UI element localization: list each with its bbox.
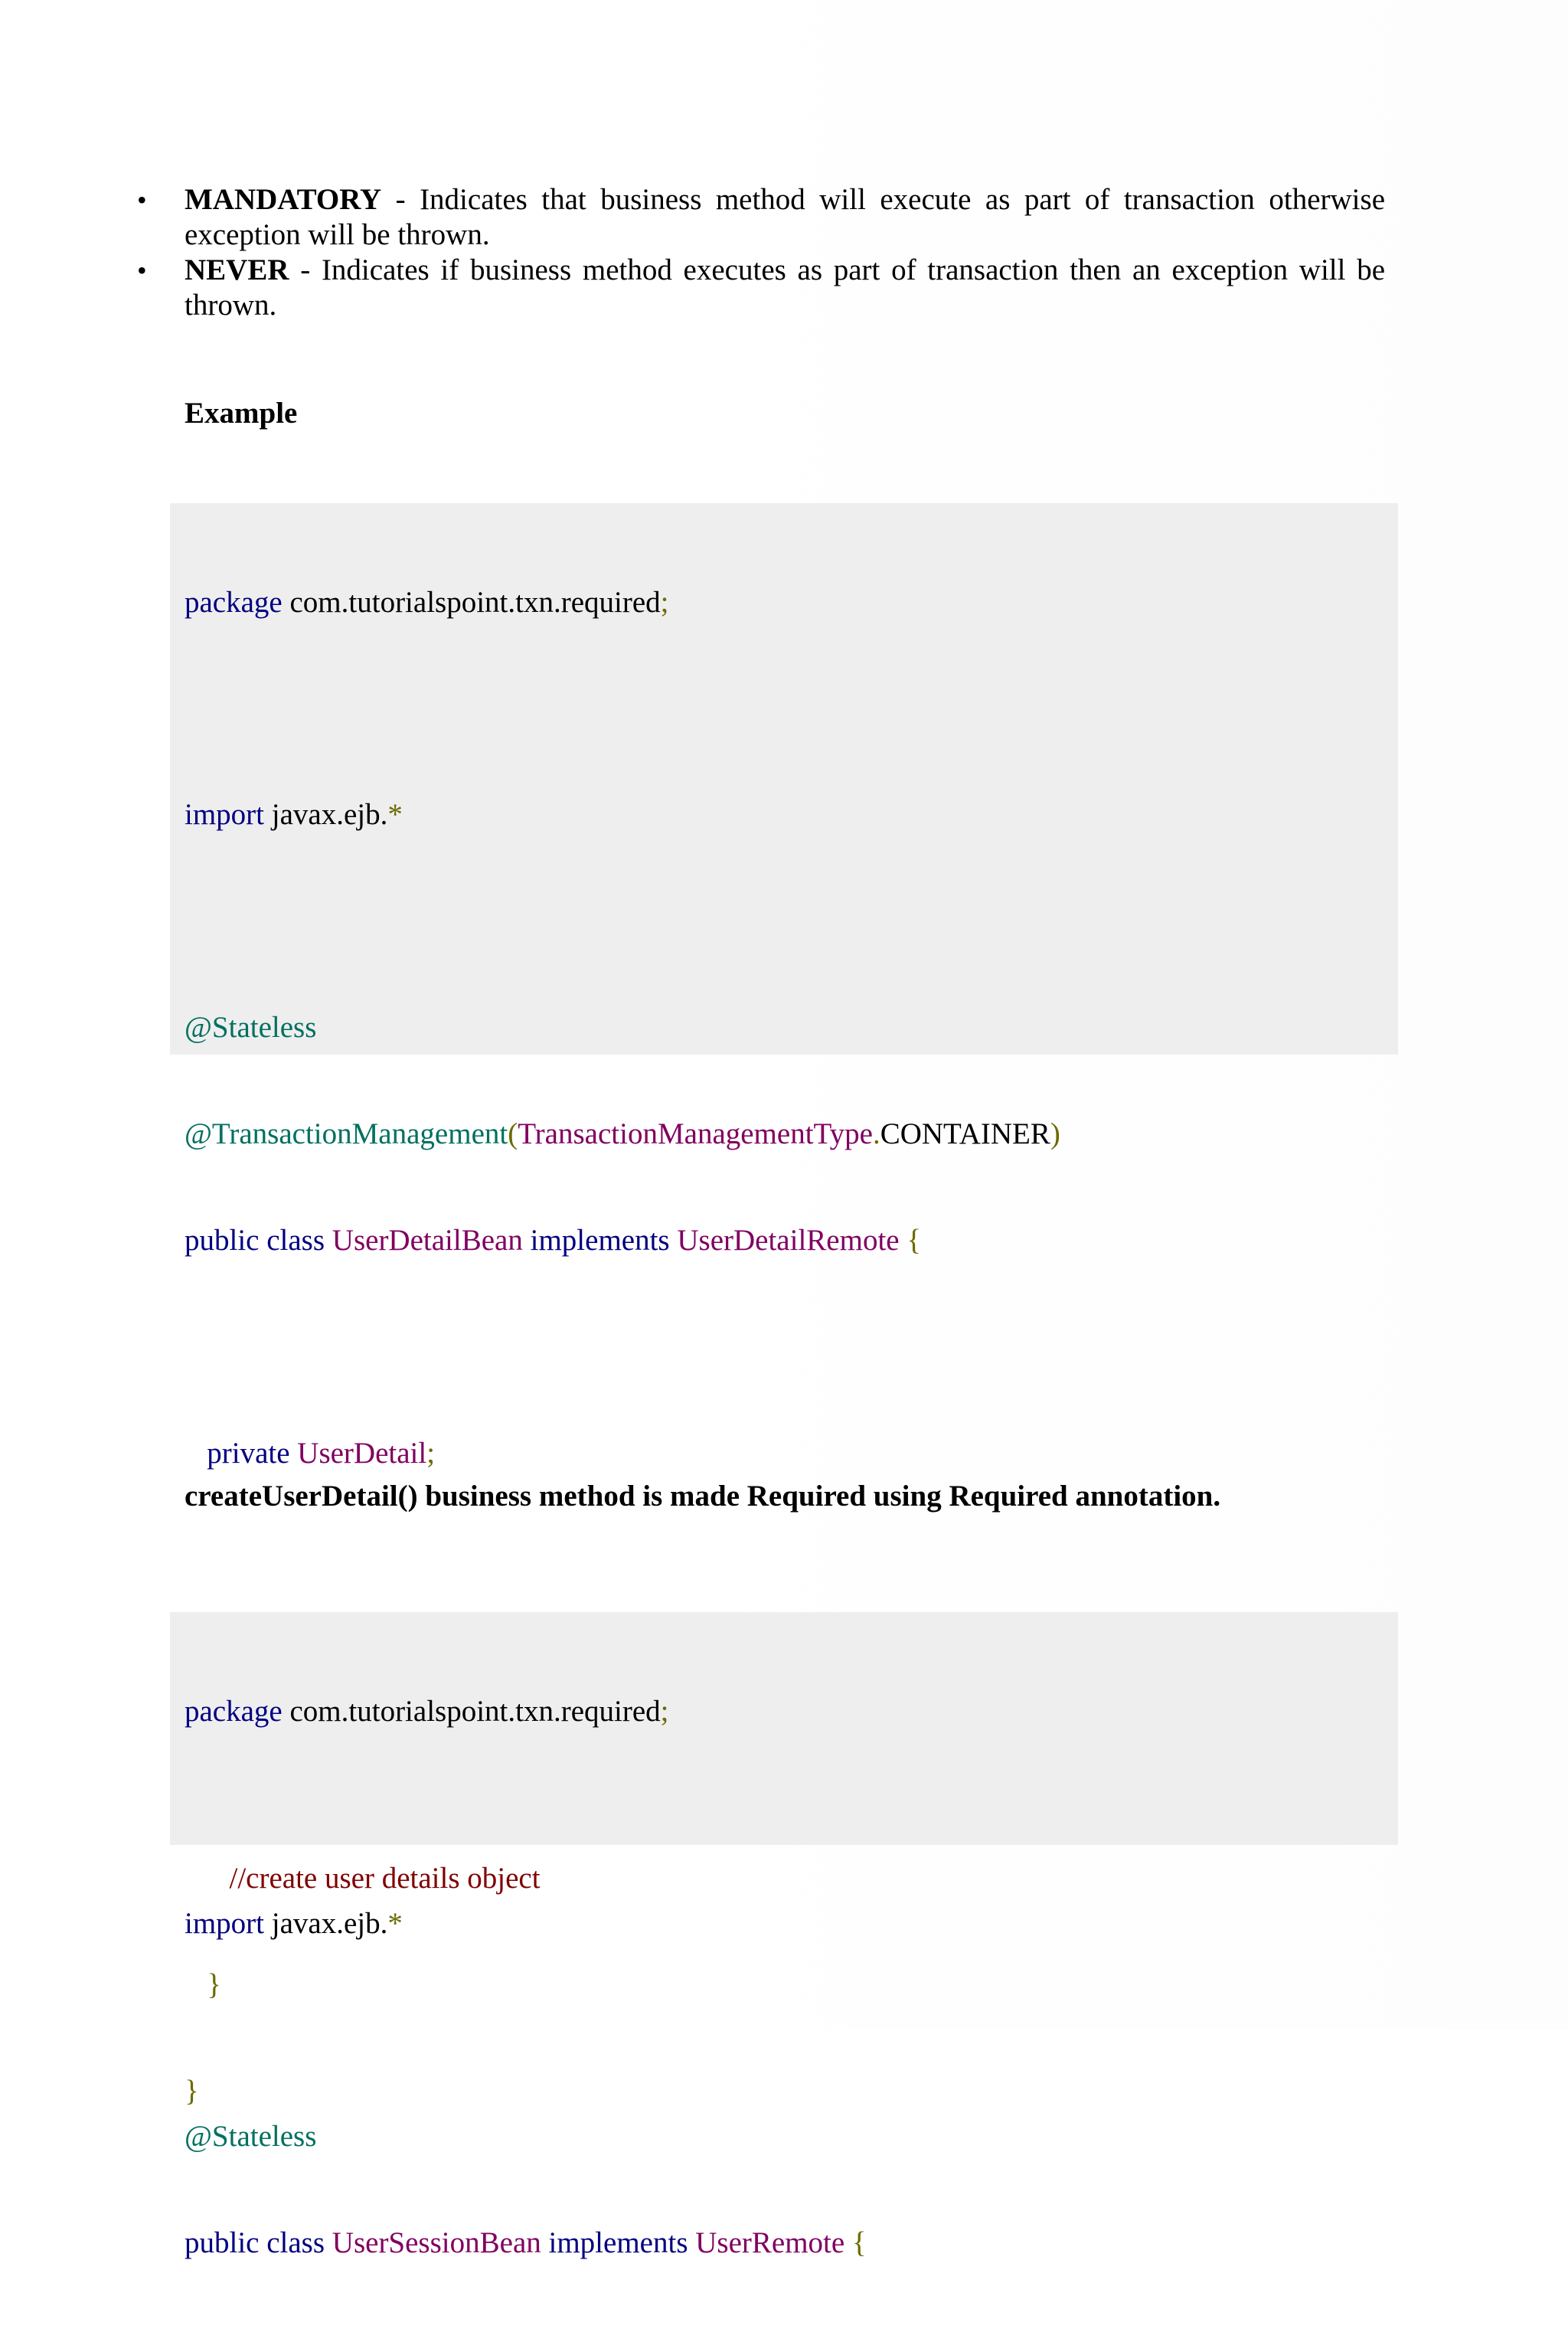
- code-text: com.tutorialspoint.txn.required: [282, 1694, 661, 1728]
- bullet-icon: •: [137, 255, 147, 286]
- code-comment: //create user details object: [229, 1862, 541, 1895]
- code-text: javax.ejb.: [264, 1907, 388, 1941]
- code-keyword: import: [185, 798, 264, 832]
- code-line: [185, 585, 1398, 620]
- bullet-text: - Indicates if business method executes as part of transaction then an exception will be thrown.: [185, 253, 1385, 322]
- bullet-text: - Indicates that business method will execute as part of transaction otherwise exception will be thrown.: [185, 183, 1385, 251]
- code-line: [185, 2226, 1398, 2261]
- code-punct: *: [387, 1907, 403, 1941]
- code-punct: ;: [660, 1694, 669, 1728]
- code-punct: ;: [660, 585, 669, 619]
- code-punct: {: [899, 1223, 922, 1257]
- bullet-term: NEVER: [185, 253, 289, 286]
- code-type: UserSessionBean: [332, 2226, 541, 2260]
- code-blank-line: [185, 2013, 1398, 2048]
- code-text: com.tutorialspoint.txn.required: [282, 585, 661, 619]
- code-line: [185, 1694, 1398, 1729]
- code-keyword: implements: [541, 2226, 696, 2260]
- code-line: [185, 2119, 1398, 2154]
- code-line: [185, 1117, 1398, 1152]
- code-punct: ): [1050, 1117, 1060, 1151]
- section-heading: createUserDetail() business method is made Required using Required annotation.: [185, 1480, 1221, 1513]
- code-type: UserDetailBean: [332, 1223, 523, 1257]
- code-punct: {: [844, 2226, 867, 2260]
- bullet-term: MANDATORY: [185, 183, 382, 216]
- code-annotation: @TransactionManagement: [185, 1117, 508, 1151]
- code-punct: *: [387, 798, 403, 832]
- code-punct: }: [185, 2075, 199, 2108]
- code-blank-line: [185, 691, 1398, 726]
- bullet-item-mandatory: [137, 182, 1385, 253]
- bullet-list: [137, 182, 1385, 323]
- bullet-item-never: [137, 253, 1385, 323]
- code-blank-line: [185, 1800, 1398, 1835]
- code-blank-line: [185, 904, 1398, 939]
- code-line: [185, 1010, 1398, 1045]
- code-keyword: public class: [185, 2226, 332, 2260]
- code-blank-line: [185, 1542, 1398, 1578]
- code-line: [185, 1906, 1398, 1941]
- code-line: [185, 797, 1398, 832]
- code-keyword: import: [185, 1907, 264, 1941]
- code-keyword: private: [207, 1436, 298, 1470]
- code-keyword: public class: [185, 1223, 332, 1257]
- code-punct: }: [207, 1968, 221, 2002]
- code-indent: [185, 1437, 207, 1470]
- code-type: UserDetail: [297, 1436, 427, 1470]
- code-punct: (: [508, 1117, 518, 1151]
- code-text: javax.ejb.: [264, 798, 388, 832]
- code-line: [185, 1223, 1398, 1258]
- code-text: CONTAINER: [880, 1117, 1050, 1151]
- code-line: [185, 1436, 1398, 1471]
- code-type: TransactionManagementType: [518, 1117, 873, 1151]
- code-punct: ;: [426, 1436, 436, 1470]
- code-annotation: @Stateless: [185, 1011, 317, 1045]
- code-annotation: @Stateless: [185, 2120, 317, 2154]
- example-heading: Example: [185, 397, 298, 430]
- code-blank-line: [185, 1330, 1398, 1365]
- code-keyword: package: [185, 585, 283, 619]
- code-keyword: package: [185, 1694, 283, 1728]
- bullet-icon: •: [137, 185, 147, 215]
- code-keyword: implements: [522, 1223, 678, 1257]
- code-punct: .: [872, 1117, 880, 1151]
- code-type: UserRemote: [695, 2226, 845, 2260]
- code-line: [185, 2074, 1398, 2109]
- code-type: UserDetailRemote: [677, 1223, 900, 1257]
